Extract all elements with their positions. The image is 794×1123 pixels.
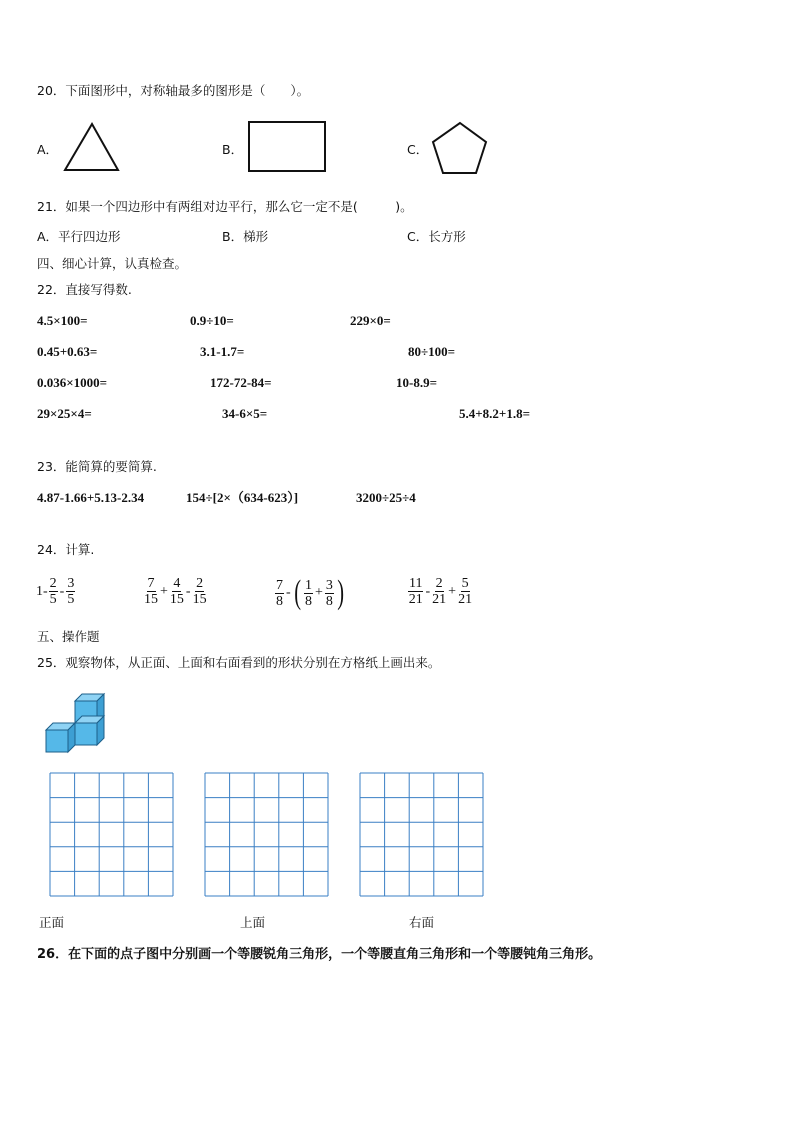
q24-expression-3 xyxy=(274,576,346,610)
pentagon-shape xyxy=(433,123,486,173)
q22-item: 229×0= xyxy=(350,313,391,328)
q22-item: 172-72-84= xyxy=(210,375,272,390)
q22-item: 0.45+0.63= xyxy=(37,344,98,359)
fraction: $\frac{3}{8}$ xyxy=(325,577,333,609)
q22-item: 10-8.9= xyxy=(396,375,437,390)
q20-option-c[interactable]: C． xyxy=(407,142,429,157)
fraction: $\frac{2}{5}$ xyxy=(49,576,57,607)
cube-stack-figure xyxy=(46,694,104,752)
operator: - xyxy=(286,585,291,600)
q21-option-b[interactable]: B．梯形 xyxy=(222,229,269,244)
cube-face xyxy=(46,730,68,752)
q24-expression-1 xyxy=(36,576,76,607)
fraction: $\frac{7}{15}$ xyxy=(144,576,158,607)
q23-stem: 23．能简算的要简算. xyxy=(37,459,157,474)
fraction: $\frac{1}{8}$ xyxy=(305,577,312,609)
operator: - xyxy=(185,583,191,599)
q22-item: 29×25×4= xyxy=(37,406,92,421)
q22-item: 0.9÷10= xyxy=(190,313,234,328)
fraction: $\frac{2}{15}$ xyxy=(192,576,207,607)
label-right-view: 右面 xyxy=(409,915,435,930)
q25-stem: 25．观察物体，从正面、上面和右面看到的形状分别在方格纸上画出来。 xyxy=(37,655,441,670)
triangle-shape xyxy=(65,124,118,170)
operator: - xyxy=(425,583,431,599)
fraction: $\frac{2}{21}$ xyxy=(432,576,447,607)
q22-item: 80÷100= xyxy=(408,344,456,359)
operator: + xyxy=(448,583,457,599)
section-5-heading: 五、操作题 xyxy=(37,629,100,644)
q22-item: 3.1-1.7= xyxy=(200,344,245,359)
q23-item: 154÷[2×（634-623）] xyxy=(186,490,299,505)
section-4-heading: 四、细心计算，认真检查。 xyxy=(37,256,188,271)
fraction: $\frac{5}{21}$ xyxy=(458,576,473,607)
q21-stem: 21．如果一个四边形中有两组对边平行，那么它一定不是( )。 xyxy=(37,199,413,214)
lead-term: 1- xyxy=(36,583,48,599)
q22-item: 34-6×5= xyxy=(222,406,268,421)
q22-item: 0.036×1000= xyxy=(37,375,108,390)
q22-item: 5.4+8.2+1.8= xyxy=(459,406,530,421)
q21-option-c[interactable]: C．长方形 xyxy=(407,229,466,244)
q24-stem: 24．计算. xyxy=(37,542,95,557)
fraction: $\frac{11}{21}$ xyxy=(408,576,423,607)
q20-option-a[interactable]: A． xyxy=(37,142,59,157)
grid-top[interactable] xyxy=(205,773,328,896)
operator: + xyxy=(160,583,168,599)
left-paren: ( xyxy=(293,574,301,611)
label-front-view: 正面 xyxy=(39,915,65,930)
grid-front[interactable] xyxy=(50,773,173,896)
q22-stem: 22．直接写得数. xyxy=(37,282,132,297)
grid-right[interactable] xyxy=(360,773,483,896)
q20-stem: 20．下面图形中，对称轴最多的图形是（ ）。 xyxy=(37,83,310,98)
q22-item: 4.5×100= xyxy=(37,313,88,328)
q23-item: 3200÷25÷4 xyxy=(356,490,416,505)
fraction: $\frac{3}{5}$ xyxy=(67,576,75,607)
fraction: $\frac{7}{8}$ xyxy=(276,577,283,609)
q24-expression-2 xyxy=(143,576,208,607)
right-paren: ) xyxy=(337,574,344,611)
q24-expression-4 xyxy=(407,576,473,607)
rectangle-shape xyxy=(249,122,325,171)
q23-item: 4.87-1.66+5.13-2.34 xyxy=(37,490,145,505)
q20-option-b[interactable]: B． xyxy=(222,142,244,157)
cube-face xyxy=(75,723,97,745)
q21-option-a[interactable]: A．平行四边形 xyxy=(37,229,121,244)
operator: + xyxy=(315,585,323,600)
q26-stem: 26．在下面的点子图中分别画一个等腰锐角三角形，一个等腰直角三角形和一个等腰钝角三角形。 xyxy=(37,947,602,962)
operator: - xyxy=(59,583,65,599)
label-top-view: 上面 xyxy=(240,915,266,930)
fraction: $\frac{4}{15}$ xyxy=(169,576,184,607)
